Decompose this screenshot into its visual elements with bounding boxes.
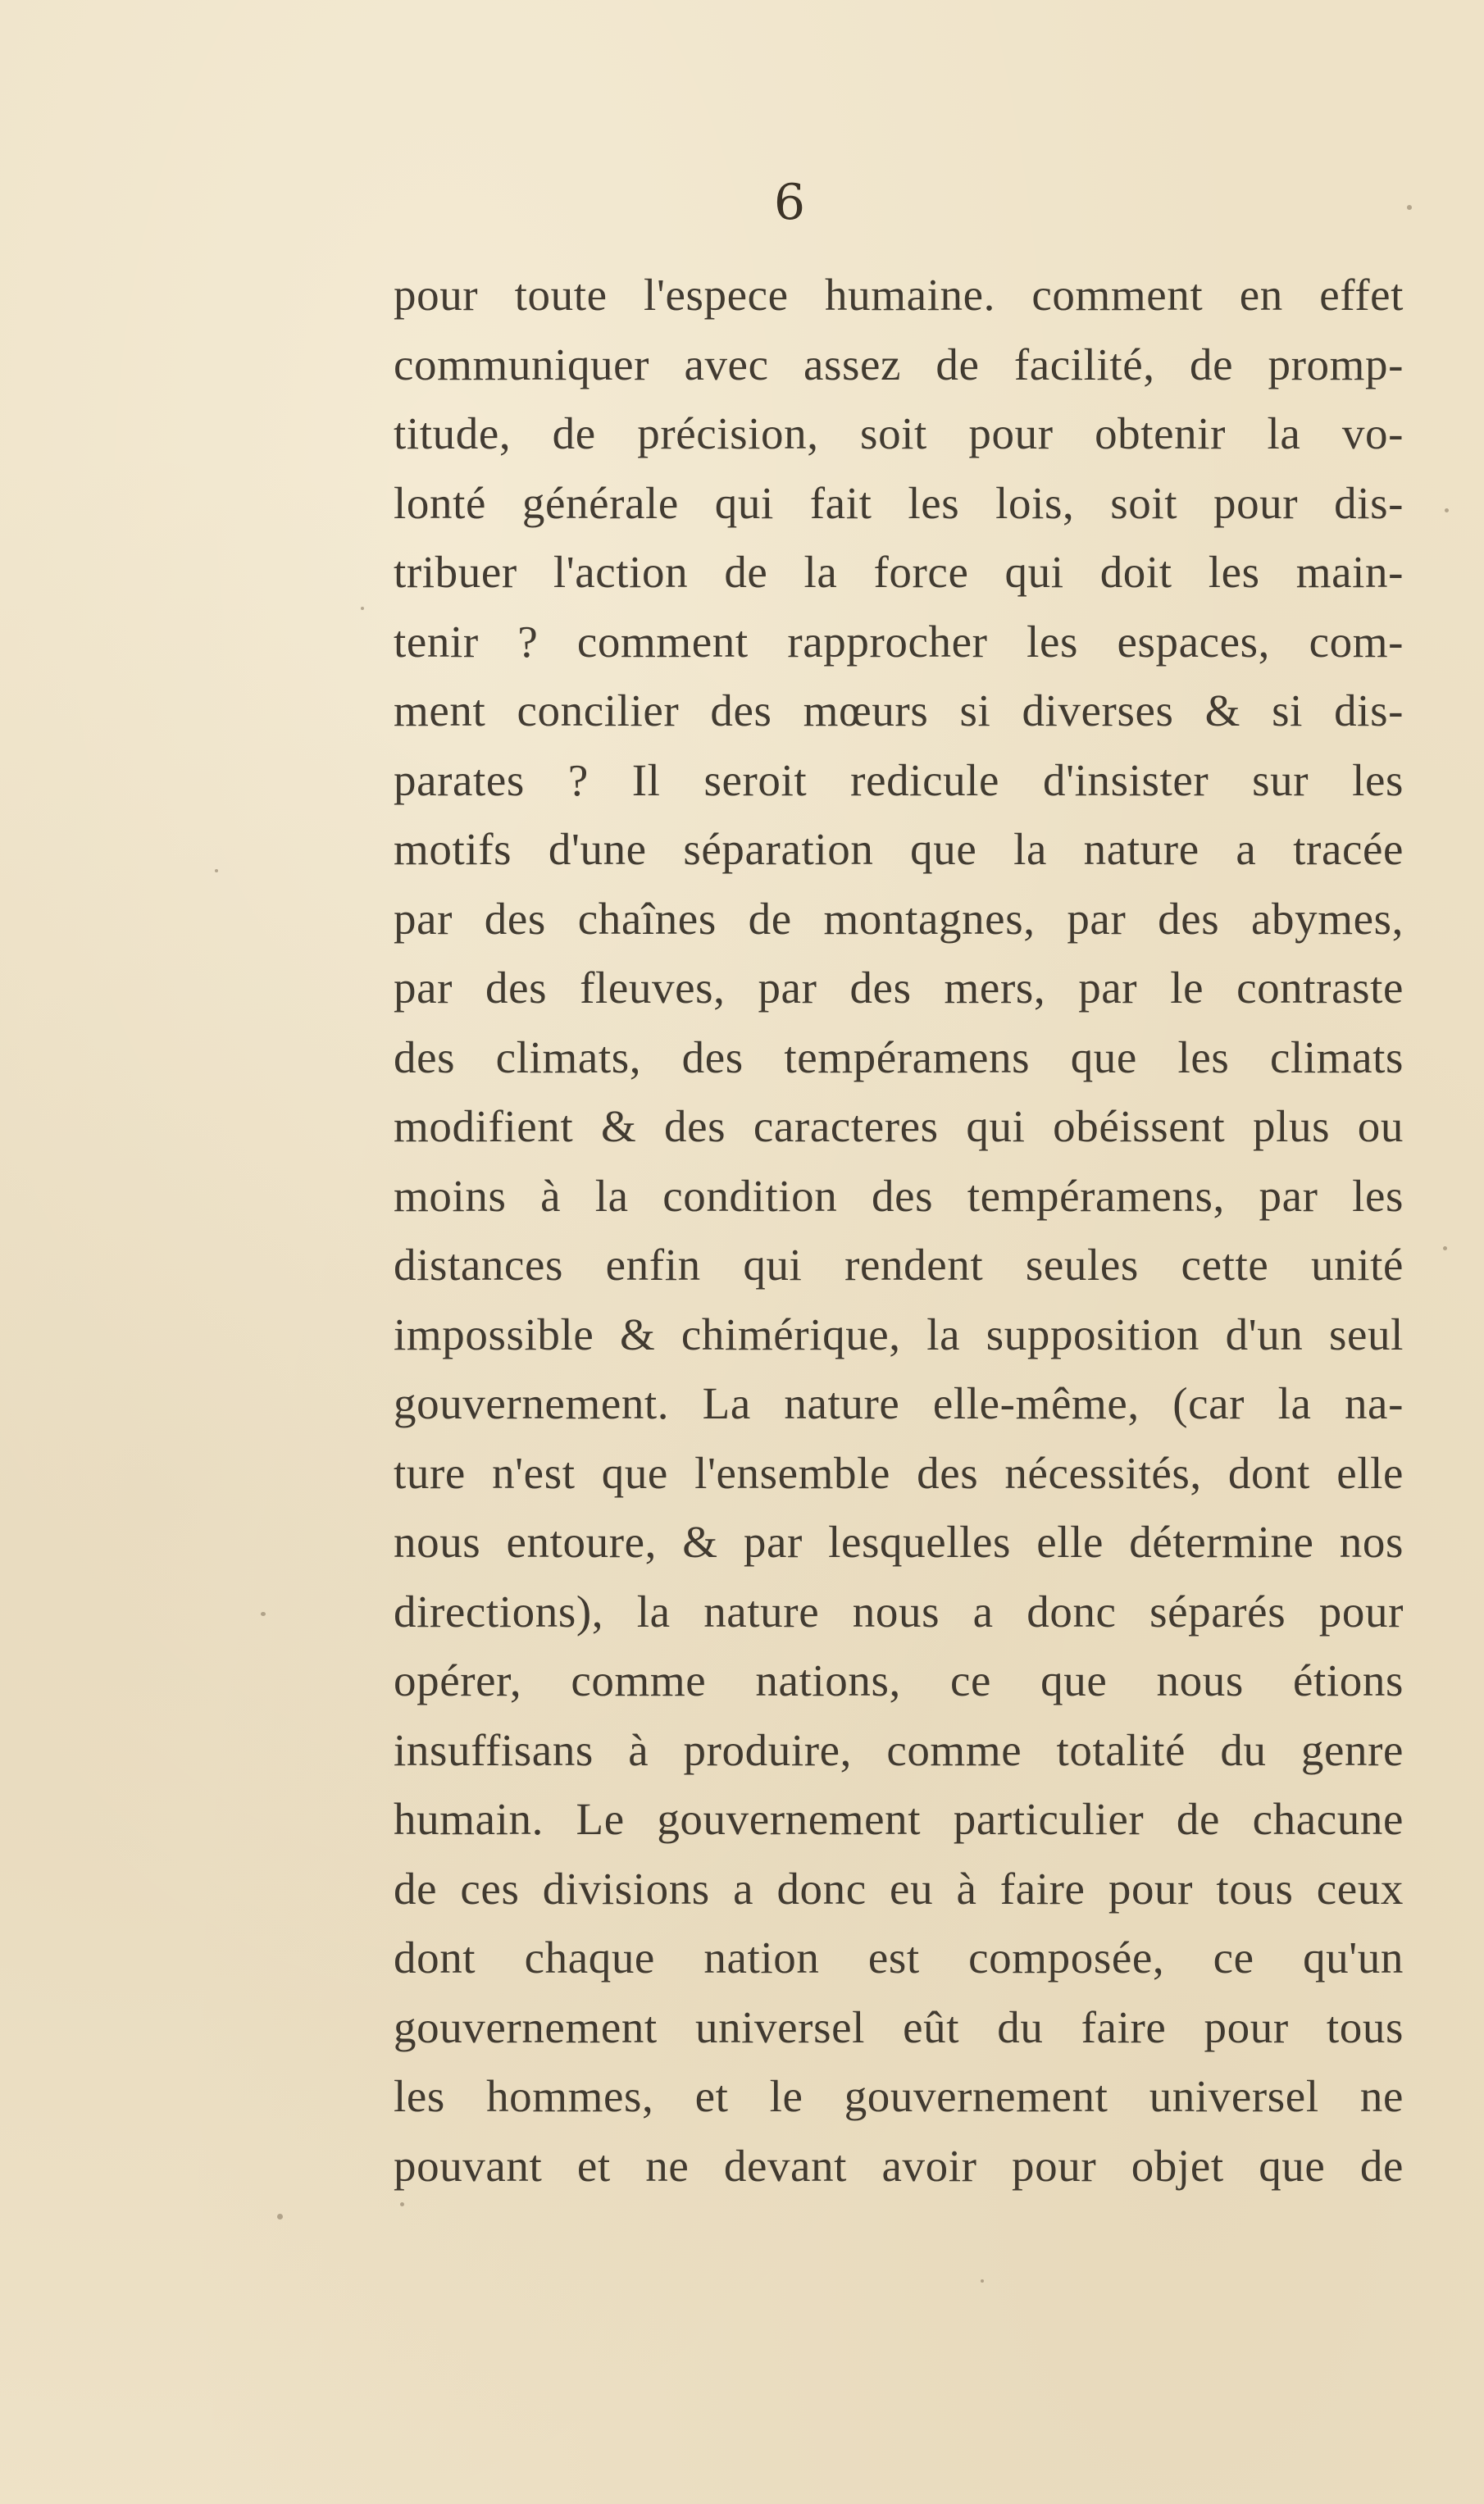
paper-speck: [400, 2202, 404, 2206]
text-line: gouvernement universel eût du faire pour tous: [394, 2001, 1404, 2052]
paper-speck: [361, 607, 364, 610]
text-line: communiquer avec assez de facilité, de promp-: [394, 339, 1404, 389]
text-line: impossible & chimérique, la supposition d'un seul: [394, 1309, 1404, 1359]
paper-speck: [1445, 508, 1449, 512]
paper-speck: [981, 2279, 984, 2283]
text-line: gouvernement. La nature elle-même, (car la na-: [394, 1378, 1404, 1428]
text-line: de ces divisions a donc eu à faire pour tous ceux: [394, 1863, 1404, 1914]
paper-speck: [261, 1612, 266, 1616]
text-line: distances enfin qui rendent seules cette unité: [394, 1240, 1404, 1290]
text-line: tenir ? comment rapprocher les espaces, com-: [394, 616, 1404, 667]
text-line: opérer, comme nations, ce que nous étions: [394, 1655, 1404, 1705]
paper-speck: [215, 869, 218, 872]
text-line: titude, de précision, soit pour obtenir la vo-: [394, 408, 1404, 458]
text-line: ment concilier des mœurs si diverses & si dis-: [394, 685, 1404, 735]
paper-speck: [1407, 205, 1412, 210]
page-number: 6: [773, 174, 806, 231]
body-text: [394, 261, 1404, 2201]
paper-speck: [277, 2214, 283, 2219]
text-line: moins à la condition des tempéramens, par les: [394, 1170, 1404, 1221]
text-line: pouvant et ne devant avoir pour objet que de: [394, 2140, 1404, 2191]
text-line: nous entoure, & par lesquelles elle détermine nos: [394, 1517, 1404, 1567]
text-line: par des fleuves, par des mers, par le contraste: [394, 963, 1404, 1013]
text-line: ture n'est que l'ensemble des nécessités, dont elle: [394, 1447, 1404, 1498]
text-line: lonté générale qui fait les lois, soit pour dis-: [394, 477, 1404, 528]
text-line: motifs d'une séparation que la nature a tracée: [394, 824, 1404, 874]
text-line: modifient & des caracteres qui obéissent plus ou: [394, 1101, 1404, 1151]
text-line: parates ? Il seroit redicule d'insister sur les: [394, 754, 1404, 805]
text-line: tribuer l'action de la force qui doit les main-: [394, 547, 1404, 597]
text-line: directions), la nature nous a donc séparés pour: [394, 1586, 1404, 1637]
text-line: par des chaînes de montagnes, par des abymes,: [394, 893, 1404, 944]
text-line: des climats, des tempéramens que les climats: [394, 1031, 1404, 1082]
text-line: insuffisans à produire, comme totalité du genre: [394, 1724, 1404, 1775]
paper-speck: [1443, 1246, 1447, 1250]
text-line: dont chaque nation est composée, ce qu'un: [394, 1933, 1404, 1983]
text-line: les hommes, et le gouvernement universel ne: [394, 2071, 1404, 2121]
text-line: pour toute l'espece humaine. comment en effet: [394, 270, 1404, 320]
text-line: humain. Le gouvernement particulier de chacune: [394, 1794, 1404, 1844]
